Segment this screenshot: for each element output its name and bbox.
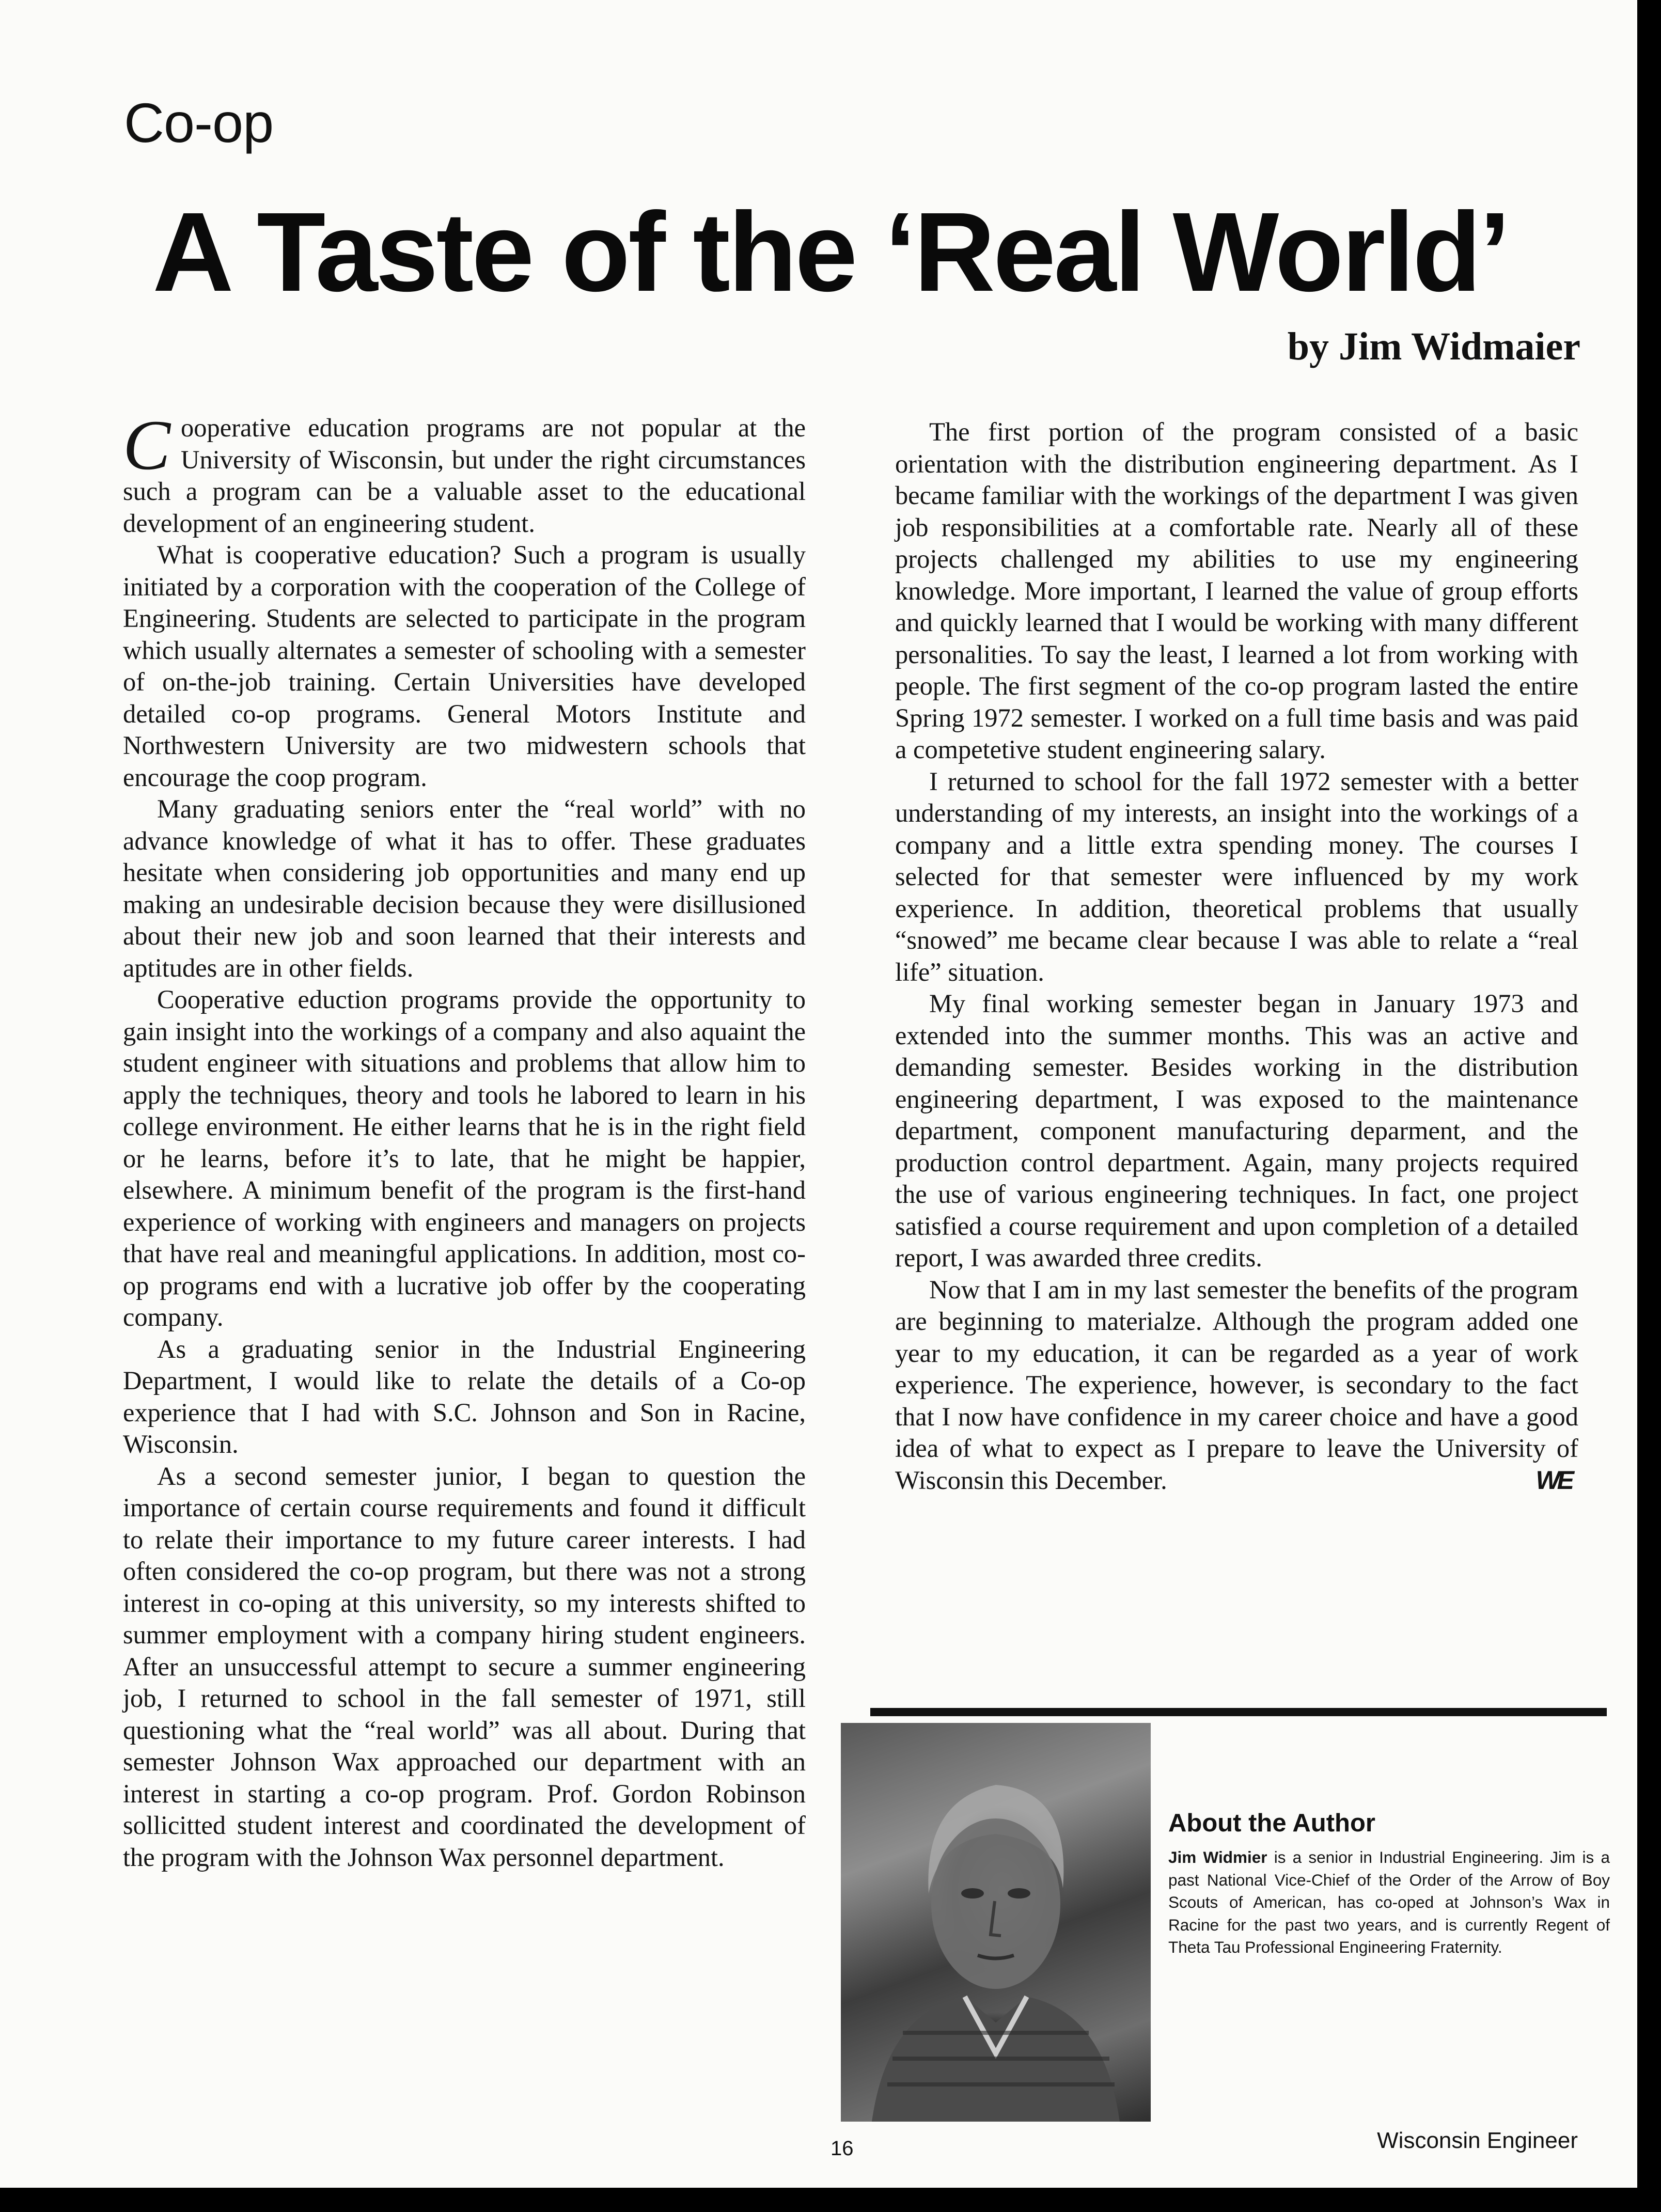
author-photo (841, 1723, 1151, 2122)
page-number: 16 (830, 2137, 854, 2160)
paragraph: Cooperative eduction programs provide the opportunity to gain insight into the workings of a company and also aquaint the student engineer with situations and problems that allow him to apply the techniques, theory and tools he labored to learn in his college environment. He either learns that he is in the right field or he learns, before it’s to late, that he might be happier, elsewhere. A minimum benefit of the program is the first-hand experience of working with engineers and managers on projects that have real and meaningful applications. In addition, most co-op programs end with a lucrative job offer by the cooperating company. (123, 985, 806, 1331)
end-mark-logo: WE (1535, 1465, 1571, 1495)
divider-rule (870, 1708, 1607, 1716)
paragraph: What is cooperative education? Such a program is usually initiated by a corporation with the cooperation of the College of Engineering. Students are selected to participate in the program which usually alternates a semester of schooling with a semester of on-the-job training. Certain Universities have developed detailed co-op programs. General Motors Institute and Northwestern University are two midwestern schools that encourage the coop program. (123, 540, 806, 792)
about-author-body (1168, 1846, 1610, 1959)
section-label: Co-op (124, 91, 274, 154)
article-column-left (123, 405, 806, 1873)
publication-name: Wisconsin Engineer (1377, 2128, 1578, 2153)
paragraph: As a second semester junior, I began to question the importance of certain course requirements and found it difficult to relate their importance to my future career interests. I had often considered the co-op program, but there was not a strong interest in co-oping at this university, so my interests shifted to summer employment with a company hiring student engineers. After an unsuccessful attempt to secure a summer engineering job, I returned to school in the fall semester of 1971, still questioning what the “real world” was all about. During that semester Johnson Wax approached our department with an interest in starting a co-op program. Prof. Gordon Robinson sollicitted student interest and coordinated the development of the program with the Johnson Wax personnel department. (123, 1461, 806, 1872)
paragraph: Cooperative education programs are not popular at the University of Wisconsin, but under the right circumstances such a program can be a valuable asset to the educational development of an engineering student. (123, 405, 806, 538)
article-column-right (895, 416, 1578, 1496)
paragraph: Many graduating seniors enter the “real world” with no advance knowledge of what it has to offer. These graduates hesitate when considering job opportunities and many end up making an undesirable decision because they were disillusioned about their new job and soon learned that their interests and aptitudes are in other fields. (123, 794, 806, 982)
author-bio: is a senior in Industrial Engineering. Jim is a past National Vice-Chief of the Order of the Arrow of Boy Scouts of American, has co-oped at Johnson’s Wax in Racine for the past two years, and is currently Regent of Theta Tau Professional Engineering Fraternity. (1168, 1848, 1610, 1956)
drop-cap: C (123, 405, 171, 484)
paragraph: As a graduating senior in the Industrial Engineering Department, I would like to relate the details of a Co-op experience that I had with S.C. Johnson and Son in Racine, Wisconsin. (123, 1334, 806, 1458)
paragraph: The first portion of the program consisted of a basic orientation with the distribution engineering department. As I became familiar with the workings of the department I was given job responsibilities at a comfortable rate. Nearly all of these projects challenged my abilities to use my engineering knowledge. More important, I learned the value of group efforts and quickly learned that I would be working with many different personalities. To say the least, I learned a lot from working with people. The first segment of the co-op program lasted the entire Spring 1972 semester. I worked on a full time basis and was paid a competetive student engineering salary. (895, 417, 1578, 764)
paragraph: I returned to school for the fall 1972 semester with a better understanding of my interests, an insight into the workings of a company and a little extra spending money. The courses I selected for that semester were influenced by my work experience. In addition, theoretical problems that usually “snowed” me became clear because I was able to relate a “real life” situation. (895, 766, 1578, 986)
byline: by Jim Widmaier (1287, 325, 1580, 368)
paragraph: My final working semester began in January 1973 and extended into the summer months. This was an active and demanding semester. Besides working in the distribution engineering department, I was exposed to the maintenance department, component manufacturing deparment, and the production control department. Again, many projects required the use of various engineering techniques. In fact, one project satisfied a course requirement and upon completion of a detailed report, I was awarded three credits. (895, 989, 1578, 1272)
portrait-illustration (841, 1723, 1151, 2122)
article-title: A Taste of the ‘Real World’ (152, 190, 1509, 315)
paragraph: Now that I am in my last semester the benefits of the program are beginning to materialze. Although the program added one year to my education, it can be regarded as a year of work experience. The experience, however, is secondary to the fact that I now have confidence in my career choice and have a good idea of what to expect as I prepare to leave the University of Wisconsin this December. WE (895, 1274, 1578, 1497)
about-author-heading: About the Author (1168, 1809, 1375, 1837)
author-name: Jim Widmier (1168, 1848, 1267, 1866)
